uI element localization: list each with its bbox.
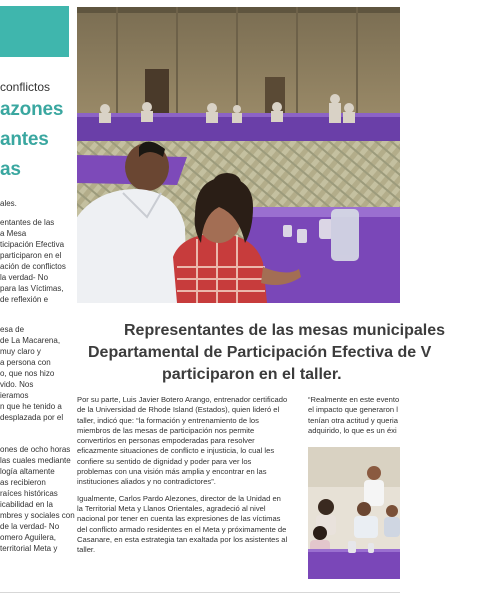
body-line: taller, indicó que: “la formación y entrenamiento de los bbox=[77, 415, 259, 425]
body-column-main bbox=[77, 395, 302, 561]
left-text-line: vido. Nos bbox=[0, 380, 34, 389]
body-line: problemas con una visión más amplia y encontrar en las bbox=[77, 467, 267, 477]
quote-line: el impacto que generaron l bbox=[308, 405, 398, 415]
left-title-line-2: antes bbox=[0, 129, 49, 150]
headline-line-2: Departamental de Participación Efectiva de V bbox=[88, 344, 432, 361]
body-line: la Territorial Meta y Llanos Orientales, agradeció al nivel bbox=[77, 503, 266, 513]
body-line: instituciones aliados y no contradictores”. bbox=[77, 477, 216, 487]
left-text-line: icabilidad en la bbox=[0, 500, 53, 509]
left-text-line: a persona con bbox=[0, 358, 51, 367]
left-text-line: territorial Meta y bbox=[0, 544, 58, 553]
left-title-line-1: azones bbox=[0, 99, 64, 120]
headline-line-1: Representantes de las mesas municipales bbox=[124, 322, 446, 339]
quote-line: adquirido, lo que es un éxi bbox=[308, 425, 397, 435]
left-text-line: raíces históricas bbox=[0, 489, 58, 498]
body-line: taller. bbox=[77, 545, 96, 555]
left-text-line: de reflexión e bbox=[0, 295, 49, 304]
body-paragraph-2 bbox=[77, 494, 302, 556]
teal-header-block bbox=[0, 6, 69, 57]
body-line: Por su parte, Luis Javier Botero Arango, entrenador certificado bbox=[77, 395, 288, 404]
body-line: Igualmente, Carlos Pardo Alezones, director de la Unidad en bbox=[77, 493, 281, 503]
left-text-line: ieramos bbox=[0, 391, 29, 400]
left-text-line: a Mesa bbox=[0, 229, 27, 238]
left-text-line: para las Víctimas, bbox=[0, 284, 64, 293]
left-text-line: logía altamente bbox=[0, 467, 55, 476]
left-article-column bbox=[0, 80, 76, 600]
left-text-line: mbres y sociales con bbox=[0, 511, 75, 520]
workshop-photo-illustration bbox=[77, 7, 400, 303]
left-text-line: as recibieron bbox=[0, 478, 46, 487]
body-column-right bbox=[308, 395, 400, 436]
left-text-line: entantes de las bbox=[0, 218, 55, 227]
headline bbox=[80, 320, 446, 386]
body-paragraph-1 bbox=[77, 395, 302, 488]
left-text-line: ticipación Efectiva bbox=[0, 240, 65, 249]
body-line: miembros de las mesas de participación nos permite bbox=[77, 425, 255, 435]
left-text-line: participaron en el bbox=[0, 251, 62, 260]
left-text-line: ales. bbox=[0, 199, 17, 208]
left-text-line: o, que nos hizo bbox=[0, 369, 55, 378]
quote-line: “Realmente en este evento bbox=[308, 395, 400, 404]
left-text-line: desplazada por el bbox=[0, 413, 64, 422]
page-bottom-rule bbox=[0, 592, 400, 593]
body-line: nacional por tener en cuenta las expresiones de las víctimas bbox=[77, 514, 281, 524]
left-text-line: la verdad- No bbox=[0, 273, 49, 282]
body-line: eficazmente situaciones de conflicto e injusticia, lo cual les bbox=[77, 446, 275, 456]
participants-photo bbox=[308, 447, 400, 579]
left-text-line: de La Macarena, bbox=[0, 336, 61, 345]
left-title-line-3: as bbox=[0, 159, 21, 180]
left-text-line: ación de conflictos bbox=[0, 262, 66, 271]
body-line: confiere su sentido de dignidad y poder para ver los bbox=[77, 456, 252, 466]
headline-line-3: participaron en el taller. bbox=[162, 366, 342, 383]
workshop-photo bbox=[77, 7, 400, 303]
left-text-line: de la verdad- No bbox=[0, 522, 60, 531]
left-text-line: ones de ocho horas bbox=[0, 445, 71, 454]
body-line: convertirlos en personas empoderadas para resolver bbox=[77, 436, 255, 446]
body-line: del conflicto armado residentes en el Meta y próximamente de bbox=[77, 524, 287, 534]
left-text-line: las cuales mediante bbox=[0, 456, 71, 465]
participants-photo-illustration bbox=[308, 447, 400, 579]
left-text-line: n que he tenido a bbox=[0, 402, 62, 411]
body-line: Casanare, en esta estrategia tan exaltada por los asistentes al bbox=[77, 534, 288, 544]
left-kicker: conflictos bbox=[0, 80, 51, 94]
body-line: de la Universidad de Rhode Island (Estados), quien lideró el bbox=[77, 405, 280, 415]
left-text-line: omero Aguilera, bbox=[0, 533, 57, 542]
quote-line: tenían otra actitud y queria bbox=[308, 415, 398, 425]
left-text-line: muy claro y bbox=[0, 347, 41, 356]
left-text-line: esa de bbox=[0, 325, 25, 334]
